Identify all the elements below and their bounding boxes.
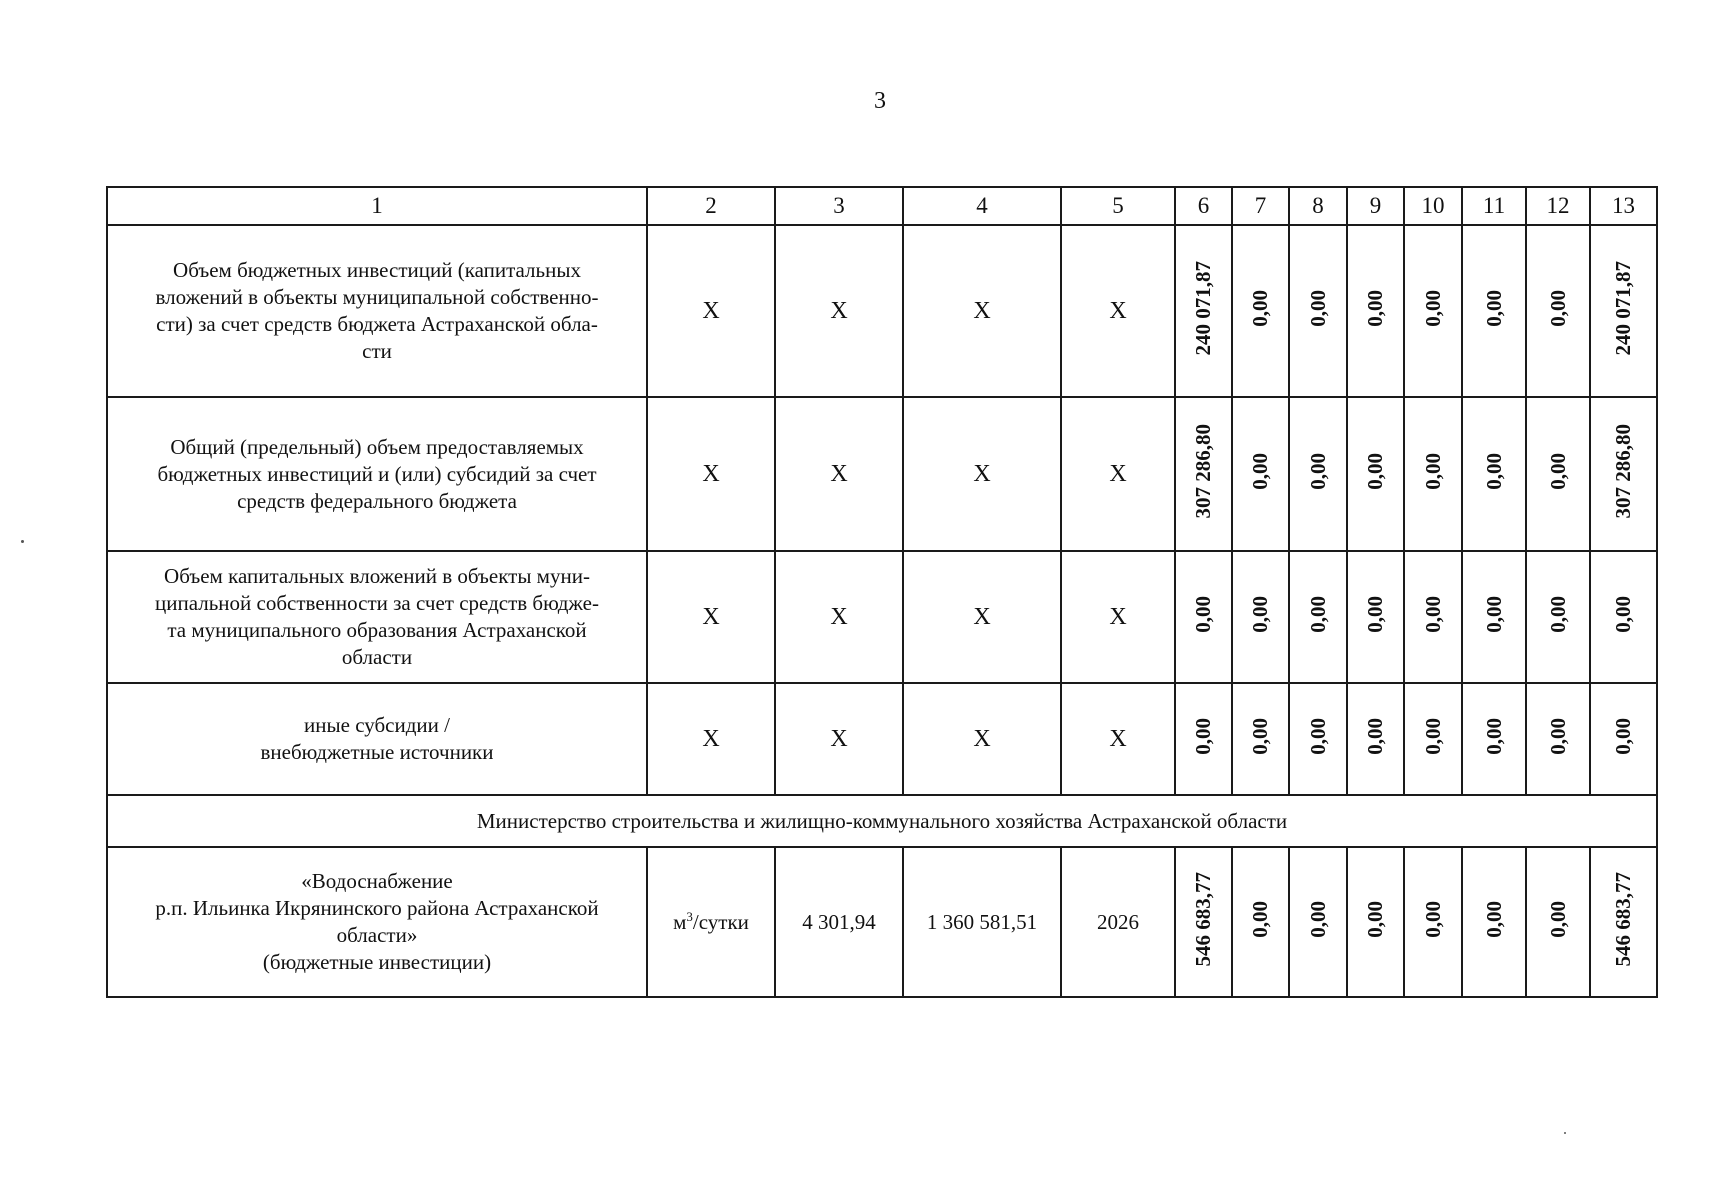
table-row xyxy=(107,225,1657,397)
row-label-line: иные субсидии / xyxy=(304,713,450,737)
row-label-line: сти xyxy=(362,339,392,363)
amount-cell: 0,00 xyxy=(1363,901,1387,938)
row-label-line: вложений в объекты муниципальной собственно- xyxy=(155,285,599,309)
amount-cell: 0,00 xyxy=(1363,290,1387,327)
amount-cell: 0,00 xyxy=(1248,453,1272,490)
column-number-row xyxy=(107,187,1657,225)
amount-cell: 0,00 xyxy=(1420,901,1445,938)
amount-cell: 0,00 xyxy=(1481,718,1506,755)
column-number: 12 xyxy=(1526,187,1590,225)
row-label-line: внебюджетные источники xyxy=(260,740,494,764)
unit-superscript: 3 xyxy=(686,909,693,924)
amount-cell: 0,00 xyxy=(1248,290,1272,327)
row-label-line: ципальной собственности за счет средств бюдже- xyxy=(155,591,599,615)
amount-cell: 546 683,77 xyxy=(1611,872,1635,967)
unit-cell xyxy=(647,847,775,997)
unit-base: м xyxy=(673,910,687,934)
amount-cell: 0,00 xyxy=(1305,901,1330,938)
row-label-line: Объем капитальных вложений в объекты муни- xyxy=(164,564,590,588)
amount-cell: 0,00 xyxy=(1305,718,1330,755)
not-applicable-mark: X xyxy=(775,683,903,795)
section-row xyxy=(107,795,1657,847)
amount-cell: 0,00 xyxy=(1420,290,1445,327)
row-label-line: Объем бюджетных инвестиций (капитальных xyxy=(173,258,581,282)
column-number: 7 xyxy=(1232,187,1289,225)
amount-cell: 0,00 xyxy=(1420,718,1445,755)
scan-speck xyxy=(21,540,24,543)
amount-cell: 0,00 xyxy=(1545,718,1570,755)
amount-cell: 0,00 xyxy=(1248,718,1272,755)
amount-cell: 0,00 xyxy=(1305,596,1330,633)
column-number: 5 xyxy=(1061,187,1175,225)
column-number: 2 xyxy=(647,187,775,225)
column-number: 1 xyxy=(107,187,647,225)
column-number: 8 xyxy=(1289,187,1347,225)
amount-cell: 0,00 xyxy=(1191,718,1215,755)
amount-cell: 0,00 xyxy=(1545,453,1570,490)
not-applicable-mark: X xyxy=(647,225,775,397)
row-label xyxy=(107,683,647,795)
section-title: Министерство строительства и жилищно-коммунального хозяйства Астраханской области xyxy=(107,795,1657,847)
budget-table xyxy=(106,186,1658,998)
amount-cell: 0,00 xyxy=(1611,718,1635,755)
amount-cell: 0,00 xyxy=(1363,718,1387,755)
table-row xyxy=(107,397,1657,551)
amount-cell: 240 071,87 xyxy=(1191,261,1215,356)
column-number: 3 xyxy=(775,187,903,225)
amount-cell: 0,00 xyxy=(1363,596,1387,633)
not-applicable-mark: X xyxy=(647,397,775,551)
project-name xyxy=(107,847,647,997)
amount-cell: 0,00 xyxy=(1545,290,1570,327)
not-applicable-mark: X xyxy=(775,397,903,551)
not-applicable-mark: X xyxy=(1061,551,1175,683)
not-applicable-mark: X xyxy=(903,397,1061,551)
column-number: 4 xyxy=(903,187,1061,225)
not-applicable-mark: X xyxy=(1061,397,1175,551)
amount-cell: 0,00 xyxy=(1191,596,1215,633)
amount-cell: 0,00 xyxy=(1481,596,1506,633)
amount-cell: 0,00 xyxy=(1248,596,1272,633)
row-label xyxy=(107,225,647,397)
column-number: 11 xyxy=(1462,187,1526,225)
year-cell: 2026 xyxy=(1061,847,1175,997)
amount-cell: 0,00 xyxy=(1363,453,1387,490)
column-number: 6 xyxy=(1175,187,1232,225)
capacity-cell: 4 301,94 xyxy=(775,847,903,997)
amount-cell: 307 286,80 xyxy=(1191,424,1215,519)
not-applicable-mark: X xyxy=(647,683,775,795)
project-name-line: «Водоснабжение xyxy=(301,869,453,893)
row-label xyxy=(107,397,647,551)
not-applicable-mark: X xyxy=(775,551,903,683)
amount-cell: 0,00 xyxy=(1481,901,1506,938)
column-number: 13 xyxy=(1590,187,1657,225)
row-label-line: сти) за счет средств бюджета Астраханской обла- xyxy=(156,312,598,336)
amount-cell: 0,00 xyxy=(1481,290,1506,327)
row-label-line: области xyxy=(341,645,413,669)
not-applicable-mark: X xyxy=(1061,225,1175,397)
not-applicable-mark: X xyxy=(1061,683,1175,795)
unit-rest: /сутки xyxy=(692,910,749,934)
row-label-line: та муниципального образования Астраханской xyxy=(167,618,587,642)
column-number: 9 xyxy=(1347,187,1404,225)
not-applicable-mark: X xyxy=(903,551,1061,683)
amount-cell: 240 071,87 xyxy=(1611,261,1635,356)
row-label-line: бюджетных инвестиций и (или) субсидий за счет xyxy=(157,461,597,486)
row-label-line: средств федерального бюджета xyxy=(237,488,517,513)
page-number: 3 xyxy=(874,88,886,114)
amount-cell: 0,00 xyxy=(1420,596,1445,633)
amount-cell: 0,00 xyxy=(1545,596,1570,633)
amount-cell: 0,00 xyxy=(1611,596,1635,633)
row-label xyxy=(107,551,647,683)
project-name-line: (бюджетные инвестиции) xyxy=(262,950,492,974)
not-applicable-mark: X xyxy=(903,683,1061,795)
amount-cell: 307 286,80 xyxy=(1611,424,1635,519)
not-applicable-mark: X xyxy=(903,225,1061,397)
not-applicable-mark: X xyxy=(647,551,775,683)
scan-speck xyxy=(1564,1132,1566,1134)
column-number: 10 xyxy=(1404,187,1462,225)
project-name-line: р.п. Ильинка Икрянинского района Астраханской xyxy=(155,896,599,920)
amount-cell: 0,00 xyxy=(1420,453,1445,490)
table-row xyxy=(107,683,1657,795)
project-row xyxy=(107,847,1657,997)
amount-cell: 546 683,77 xyxy=(1191,872,1215,967)
amount-cell: 0,00 xyxy=(1305,453,1330,490)
row-label-line: Общий (предельный) объем предоставляемых xyxy=(170,434,584,459)
not-applicable-mark: X xyxy=(775,225,903,397)
amount-cell: 0,00 xyxy=(1305,290,1330,327)
project-name-line: области» xyxy=(336,923,418,947)
amount-cell: 0,00 xyxy=(1481,453,1506,490)
cost-cell: 1 360 581,51 xyxy=(903,847,1061,997)
amount-cell: 0,00 xyxy=(1545,901,1570,938)
amount-cell: 0,00 xyxy=(1248,901,1272,938)
table-row xyxy=(107,551,1657,683)
